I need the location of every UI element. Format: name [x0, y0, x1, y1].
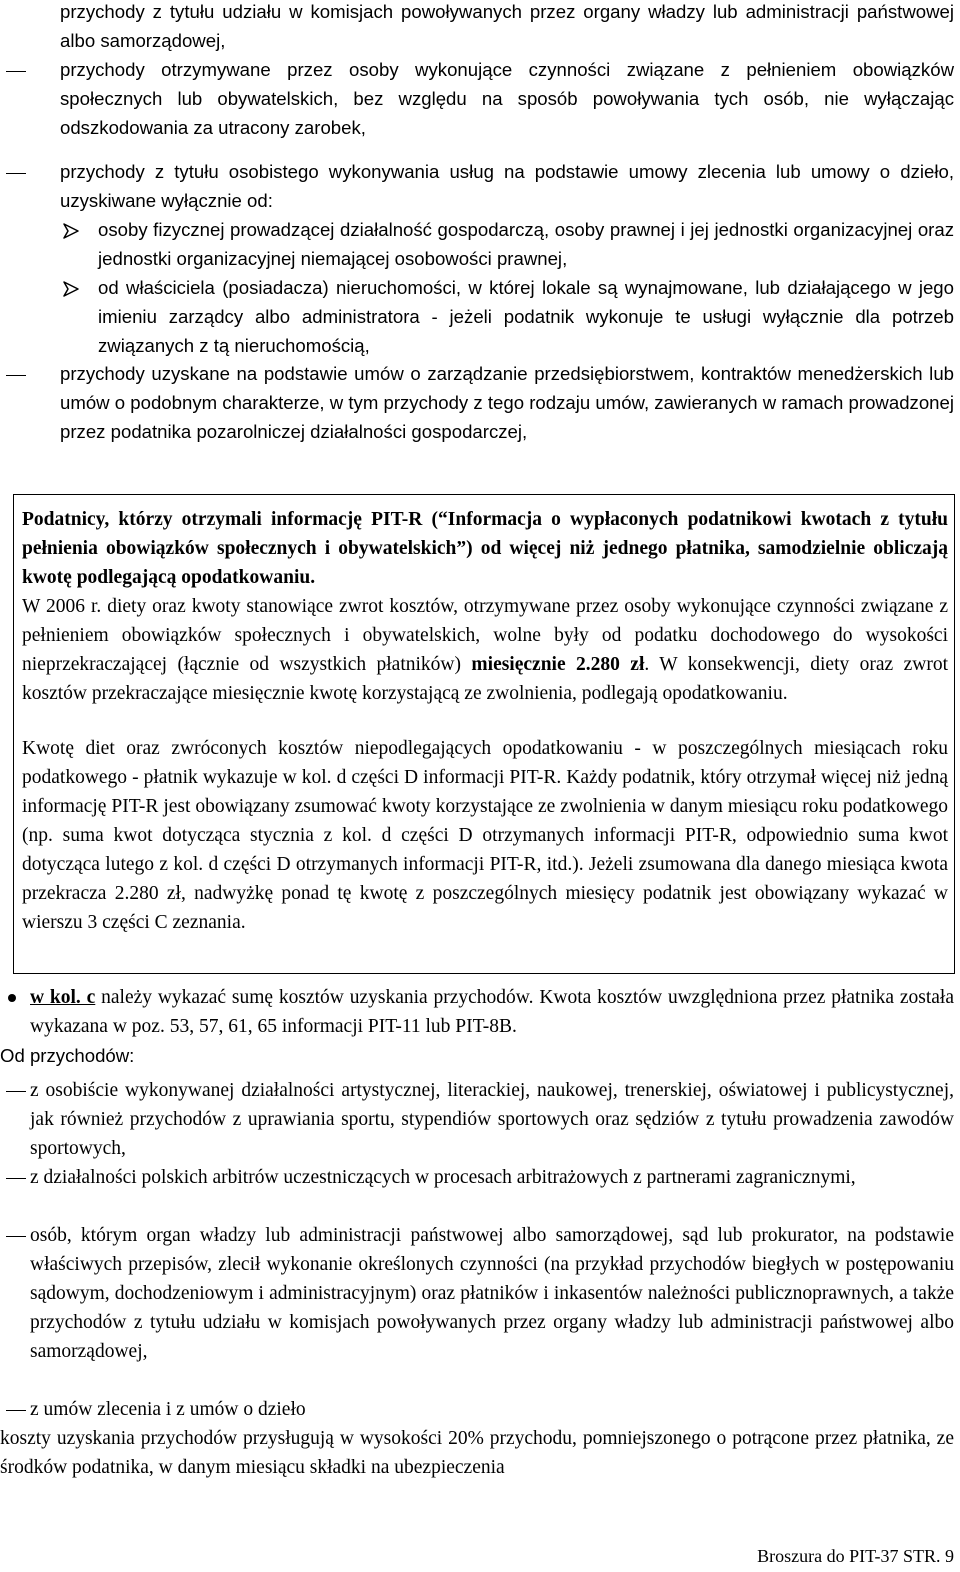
info-box-paragraph	[22, 592, 948, 708]
arrow-bullet-icon	[62, 222, 80, 240]
income-item: przychody uzyskane na podstawie umów o zarządzanie przedsiębiorstwem, kontraktów menedżerskich lub umów o podobnym charakterze, w tym przychody z tego rodzaju umów, zawieranych w ramach prowadzonej przez podatnika pozarolniczej działalności gospodarczej,	[60, 363, 954, 442]
dash-bullet	[6, 1410, 26, 1411]
dash-bullet	[6, 1178, 26, 1179]
from-income-item: z umów zlecenia i z umów o dzieło	[30, 1399, 306, 1420]
info-box-paragraph: Kwotę diet oraz zwróconych kosztów niepodlegających opodatkowaniu - w poszczególnych miesiącach roku podatkowego - płatnik wykazuje w kol. d części D informacji PIT-R. Każdy podatnik, który otrzymał więcej niż jedną informację PIT-R jest obowiązany zsumować kwoty korzystające ze zwolnienia w danym miesiącu roku podatkowego (np. suma kwot dotycząca stycznia z kol. d części D otrzymanych informacji PIT-R, odpowiednio suma kwot dotycząca lutego z kol. d części D otrzymanych informacji PIT-R, itd.). Jeżeli zsumowana dla danego miesiąca kwota przekracza 2.280 zł, nadwyżkę ponad tę kwotę z poszczególnych miesięcy podatnik jest obowiązany wykazać w wierszu 3 części C zeznania.	[22, 738, 948, 933]
from-income-item: z działalności polskich arbitrów uczestniczących w procesach arbitrażowych z partnerami zagranicznymi,	[30, 1167, 856, 1188]
column-c-label: w kol. c	[30, 987, 96, 1008]
page-footer: Broszura do PIT-37 STR. 9	[757, 1546, 954, 1566]
info-box-text: W 2006 r. diety oraz kwoty stanowiące zwrot kosztów, otrzymywane przez osoby wykonujące czynności związane z pełnieniem obowiązków społecznych i obywatelskich, wolne były od podatku dochodowego do wysokości nieprzekraczającej (łącznie od wszystkich płatników)	[22, 596, 948, 675]
dash-bullet	[6, 71, 26, 72]
from-income-heading: Od przychodów:	[0, 1045, 135, 1066]
closing-paragraph: koszty uzyskania przychodów przysługują w wysokości 20% przychodu, pomniejszonego o potrącone przez płatnika, ze środków podatnika, w danym miesiącu składki na ubezpieczenia	[0, 1428, 954, 1478]
dash-bullet	[6, 1091, 26, 1092]
info-box-heading: Podatnicy, którzy otrzymali informację PIT-R (“Informacja o wypłaconych podatnikowi kwotach z tytułu pełnienia obowiązków społecznych i obywatelskich”) od więcej niż jednego płatnika, samodzielnie obliczają kwotę podlegającą opodatkowaniu.	[22, 509, 948, 588]
sub-income-item: osoby fizycznej prowadzącej działalność gospodarczą, osoby prawnej i jej jednostki organizacyjnej oraz jednostki organizacyjnej niemającej osobowości prawnej,	[98, 219, 954, 269]
monthly-limit-amount: miesięcznie 2.280 zł	[471, 654, 645, 675]
column-c-text: należy wykazać sumę kosztów uzyskania przychodów. Kwota kosztów uwzględniona przez płatnika została wykazana w poz. 53, 57, 61, 65 informacji PIT-11 lub PIT-8B.	[30, 987, 955, 1037]
from-income-item: z osobiście wykonywanej działalności artystycznej, literackiej, naukowej, trenerskiej, oświatowej i publicystycznej, jak również przychodów z uprawiania sportu, stypendiów sportowych oraz sędziów z tytułu prowadzenia zawodów sportowych,	[30, 1080, 954, 1159]
income-item-continuation: przychody z tytułu udziału w komisjach powoływanych przez organy władzy lub administracji państwowej albo samorządowej,	[60, 1, 954, 51]
from-income-item: osób, którym organ władzy lub administracji państwowej albo samorządowej, sąd lub prokurator, na podstawie właściwych przepisów, zlecił wykonanie określonych czynności (na przykład przychodów biegłych w postępowaniu sądowym, dochodzeniowym i administracyjnym) oraz płatników i inkasentów należności publicznoprawnych, a także przychodów z tytułu udziału w komisjach powoływanych przez organy władzy lub administracji państwowej albo samorządowej,	[30, 1225, 954, 1362]
column-c-note	[30, 983, 954, 1041]
arrow-bullet-icon	[62, 280, 80, 298]
info-box-text: . W konsekwencji, diety oraz zwrot kosztów przekraczające miesięcznie kwotę korzystającą ze zwolnienia, podlegają opodatkowaniu.	[22, 654, 949, 704]
dash-bullet	[6, 173, 26, 174]
income-item: przychody otrzymywane przez osoby wykonujące czynności związane z pełnieniem obowiązków społecznych lub obywatelskich, bez względu na sposób powoływania tych osób, nie wyłączając odszkodowania za utracony zarobek,	[60, 59, 954, 138]
income-item: przychody z tytułu osobistego wykonywania usług na podstawie umowy zlecenia lub umowy o dzieło, uzyskiwane wyłącznie od:	[60, 161, 954, 211]
dash-bullet	[6, 1236, 26, 1237]
bullet-dot	[8, 994, 16, 1002]
dash-bullet	[6, 375, 26, 376]
sub-income-item: od właściciela (posiadacza) nieruchomości, w której lokale są wynajmowane, lub działającego w jego imieniu zarządcy albo administratora - jeżeli podatnik wykonuje te usługi wyłącznie dla potrzeb związanych z tą nieruchomością,	[98, 277, 954, 356]
